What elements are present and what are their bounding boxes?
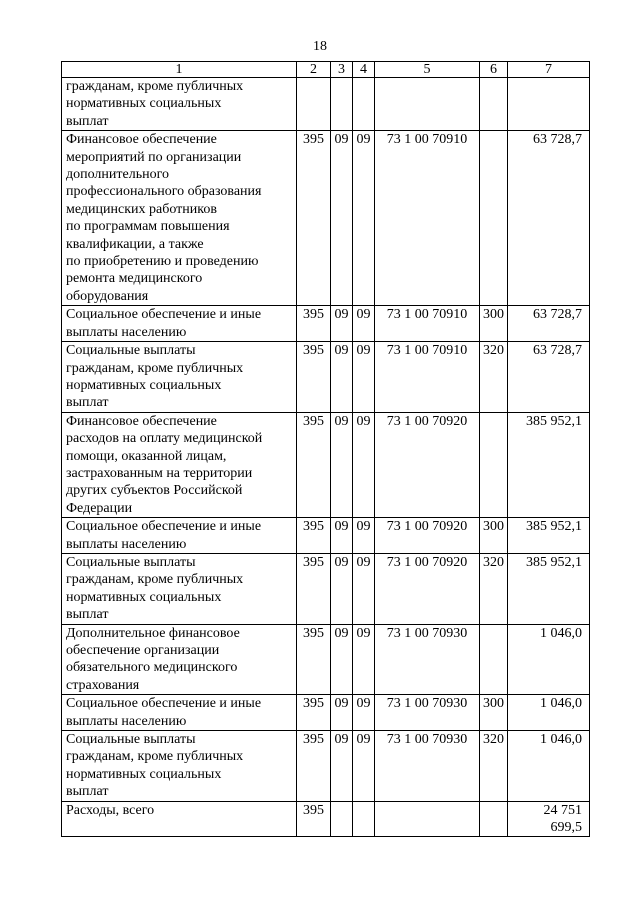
row-cell-amount: 63 728,7 (508, 306, 590, 342)
row-cell-code-6 (480, 78, 508, 131)
table-row (62, 306, 590, 342)
row-name-line: Финансовое обеспечение (66, 132, 217, 148)
table-row (62, 342, 590, 413)
row-name-cell (62, 342, 297, 413)
row-name-cell (62, 306, 297, 342)
row-name-cell (62, 731, 297, 802)
row-name-line: по приобретению и проведению (66, 254, 259, 270)
row-cell-amount: 1 046,0 (508, 695, 590, 731)
row-cell-code-2: 395 (297, 553, 331, 624)
row-cell-code-2: 395 (297, 412, 331, 517)
row-name-cell (62, 553, 297, 624)
row-cell-code-2 (297, 78, 331, 131)
table-row (62, 553, 590, 624)
row-name-cell (62, 412, 297, 517)
header-cell-4: 4 (353, 62, 375, 78)
row-name-line: Расходы, всего (66, 802, 155, 818)
row-name-line: Дополнительное финансовое (66, 625, 240, 641)
row-cell-amount: 385 952,1 (508, 412, 590, 517)
row-name-line: профессионального образования (66, 184, 262, 200)
row-name-cell (62, 695, 297, 731)
row-name-line: выплат (66, 113, 109, 129)
row-cell-code-4: 09 (353, 553, 375, 624)
row-name-line: Социальное обеспечение и иные (66, 307, 262, 323)
row-name-line: медицинских работников (66, 201, 217, 217)
row-cell-code-6: 320 (480, 731, 508, 802)
row-cell-code-2: 395 (297, 306, 331, 342)
row-name-line: Социальное обеспечение и иные (66, 519, 262, 535)
row-name-line: Федерации (66, 500, 133, 516)
row-name-line: по программам повышения (66, 219, 230, 235)
row-name-cell (62, 518, 297, 554)
row-cell-code-3 (331, 78, 353, 131)
row-cell-code-5: 73 1 00 70930 (375, 731, 480, 802)
row-cell-code-3 (331, 801, 353, 837)
row-name-line: нормативных социальных (66, 377, 222, 393)
row-cell-code-6: 300 (480, 695, 508, 731)
row-cell-code-5: 73 1 00 70920 (375, 553, 480, 624)
row-cell-code-2: 395 (297, 624, 331, 695)
row-cell-code-5: 73 1 00 70920 (375, 412, 480, 517)
row-cell-code-3: 09 (331, 131, 353, 306)
row-cell-code-2: 395 (297, 731, 331, 802)
row-name-line: страхования (66, 677, 140, 693)
row-cell-amount: 1 046,0 (508, 731, 590, 802)
row-cell-code-6: 320 (480, 342, 508, 413)
row-cell-code-5: 73 1 00 70910 (375, 306, 480, 342)
header-row (62, 62, 590, 78)
row-cell-code-2: 395 (297, 518, 331, 554)
table-row (62, 131, 590, 306)
row-cell-code-3: 09 (331, 412, 353, 517)
row-cell-amount: 63 728,7 (508, 342, 590, 413)
row-name-cell (62, 801, 297, 837)
header-cell-5: 5 (375, 62, 480, 78)
row-name-line: выплаты населению (66, 536, 187, 552)
header-cell-7: 7 (508, 62, 590, 78)
row-name-line: квалификации, а также (66, 236, 204, 252)
row-cell-code-6: 320 (480, 553, 508, 624)
row-cell-code-4: 09 (353, 342, 375, 413)
table-row (62, 801, 590, 837)
row-name-line: дополнительного (66, 167, 169, 183)
header-cell-6: 6 (480, 62, 508, 78)
row-cell-code-5: 73 1 00 70920 (375, 518, 480, 554)
row-name-line: Социальные выплаты (66, 732, 196, 748)
row-cell-code-4: 09 (353, 412, 375, 517)
row-cell-code-4 (353, 801, 375, 837)
row-cell-code-3: 09 (331, 553, 353, 624)
row-name-line: Социальное обеспечение и иные (66, 696, 262, 712)
row-name-line: выплат (66, 784, 109, 800)
row-name-line: Социальные выплаты (66, 554, 196, 570)
table-row (62, 78, 590, 131)
row-cell-code-4: 09 (353, 518, 375, 554)
row-name-line: Социальные выплаты (66, 343, 196, 359)
row-name-line: гражданам, кроме публичных (66, 360, 244, 376)
row-name-line: гражданам, кроме публичных (66, 79, 244, 94)
row-name-line: Финансовое обеспечение (66, 413, 217, 429)
table-row (62, 518, 590, 554)
row-name-line: застрахованным на территории (66, 465, 253, 481)
row-cell-amount: 24 751 699,5 (508, 801, 590, 837)
row-name-cell (62, 624, 297, 695)
row-cell-code-5 (375, 78, 480, 131)
row-name-cell (62, 131, 297, 306)
row-name-line: нормативных социальных (66, 766, 222, 782)
header-cell-3: 3 (331, 62, 353, 78)
row-name-line: выплат (66, 607, 109, 623)
row-cell-code-6: 300 (480, 518, 508, 554)
row-cell-code-3: 09 (331, 518, 353, 554)
row-name-line: нормативных социальных (66, 589, 222, 605)
row-name-line: ремонта медицинского (66, 271, 203, 287)
row-cell-code-4: 09 (353, 695, 375, 731)
row-cell-code-6 (480, 131, 508, 306)
table-row (62, 624, 590, 695)
row-name-line: гражданам, кроме публичных (66, 749, 244, 765)
row-cell-code-3: 09 (331, 624, 353, 695)
row-cell-code-5: 73 1 00 70910 (375, 342, 480, 413)
row-cell-code-2: 395 (297, 695, 331, 731)
row-cell-code-4: 09 (353, 131, 375, 306)
row-cell-code-5: 73 1 00 70910 (375, 131, 480, 306)
row-name-line: нормативных социальных (66, 96, 222, 112)
row-cell-code-5 (375, 801, 480, 837)
row-name-cell (62, 78, 297, 131)
row-cell-code-4: 09 (353, 306, 375, 342)
row-cell-code-5: 73 1 00 70930 (375, 624, 480, 695)
row-cell-amount: 385 952,1 (508, 553, 590, 624)
table-row (62, 695, 590, 731)
row-cell-code-4: 09 (353, 731, 375, 802)
row-cell-amount (508, 78, 590, 131)
row-cell-amount: 385 952,1 (508, 518, 590, 554)
header-cell-1: 1 (62, 62, 297, 78)
row-name-line: гражданам, кроме публичных (66, 572, 244, 588)
table-row (62, 731, 590, 802)
row-cell-amount: 1 046,0 (508, 624, 590, 695)
row-cell-code-3: 09 (331, 342, 353, 413)
row-cell-code-5: 73 1 00 70930 (375, 695, 480, 731)
row-name-line: оборудования (66, 288, 149, 304)
row-name-line: обеспечение организации (66, 643, 220, 658)
row-name-line: выплаты населению (66, 713, 187, 729)
header-cell-2: 2 (297, 62, 331, 78)
row-name-line: помощи, оказанной лицам, (66, 448, 227, 464)
budget-table (61, 61, 590, 837)
row-name-line: обязательного медицинского (66, 660, 238, 676)
row-cell-amount: 63 728,7 (508, 131, 590, 306)
row-cell-code-4: 09 (353, 624, 375, 695)
table-row (62, 412, 590, 517)
row-cell-code-2: 395 (297, 801, 331, 837)
row-cell-code-4 (353, 78, 375, 131)
row-name-line: мероприятий по организации (66, 149, 242, 165)
row-name-line: выплаты населению (66, 324, 187, 340)
row-name-line: выплат (66, 395, 109, 411)
row-name-line: других субъектов Российской (66, 483, 243, 499)
row-cell-code-6: 300 (480, 306, 508, 342)
row-cell-code-6 (480, 801, 508, 837)
page-number: 18 (313, 39, 327, 54)
row-cell-code-6 (480, 412, 508, 517)
row-cell-code-6 (480, 624, 508, 695)
row-cell-code-2: 395 (297, 342, 331, 413)
row-cell-code-3: 09 (331, 731, 353, 802)
row-name-line: расходов на оплату медицинской (66, 431, 263, 447)
row-cell-code-3: 09 (331, 695, 353, 731)
row-cell-code-2: 395 (297, 131, 331, 306)
table-body (62, 62, 590, 837)
row-cell-code-3: 09 (331, 306, 353, 342)
